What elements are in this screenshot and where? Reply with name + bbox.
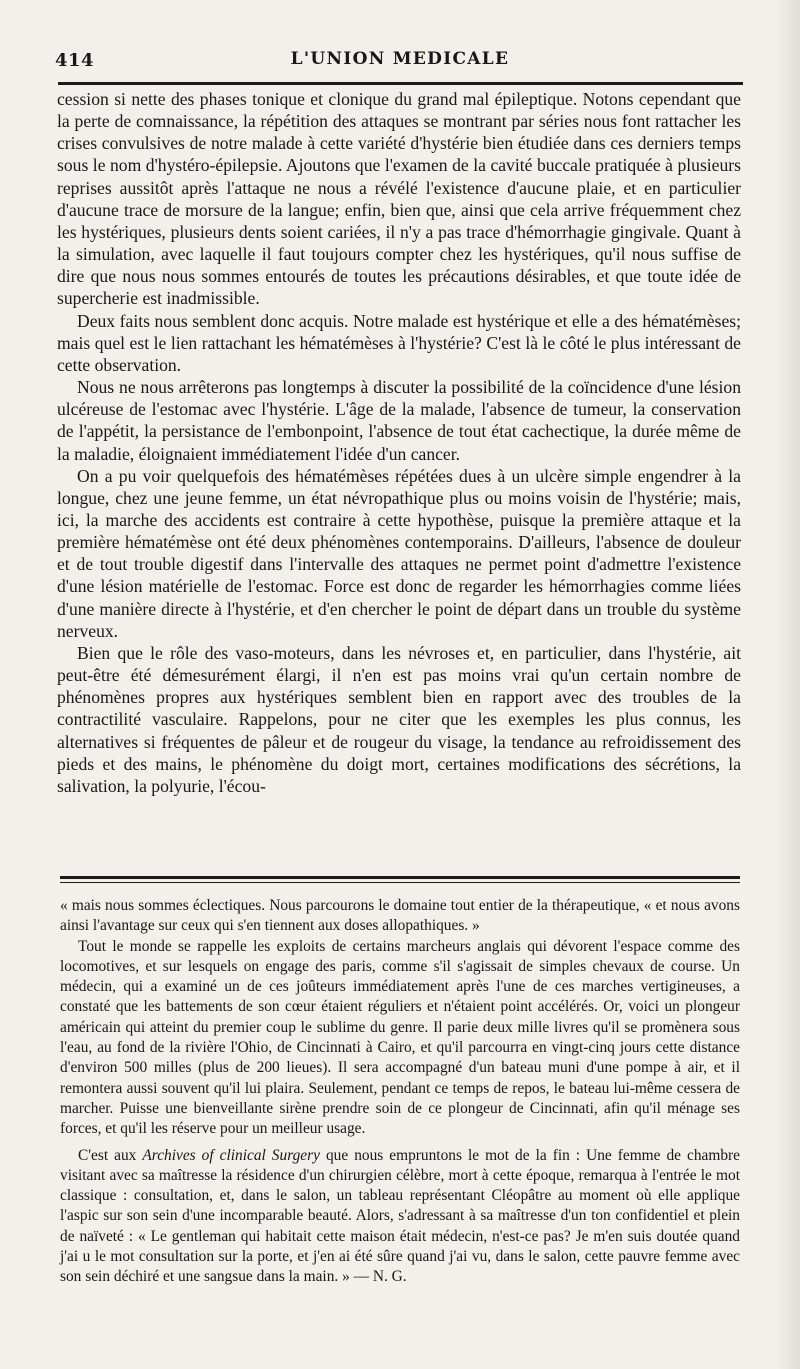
body-paragraph: Deux faits nous semblent donc acquis. Notre malade est hystérique et elle a des hématémèses; mais quel est le lien rattachant les hématémèses à l'hystérie? C'est là le côté le plus intéressant de cette observation. [57, 310, 741, 375]
footnote-separator-thin [60, 882, 740, 883]
footnote-closing-paragraph [60, 1146, 740, 1288]
footnote-paragraph: Tout le monde se rappelle les exploits de certains marcheurs anglais qui dévorent l'espace comme des locomotives, et sur lesquels on engage des paris, comme s'il s'agissait de simples chevaux de course. Un médecin, qui a examiné un de ces joûteurs immédiatement après l'une de ces marches vertigineuses, a constaté que les battements de son cœur étaient réguliers et n'étaient point accélérés. Or, voici un plongeur américain qui atteint du premier coup le sublime du genre. Il parie deux mille livres qu'il se promènera sous l'eau, au fond de la rivière l'Ohio, de Cincinnati à Cairo, et qu'il parcourra en vingt-cinq jours cette distance d'environ 500 milles (plus de 200 lieues). Il sera accompagné d'un bateau muni d'une pompe à air, et il remontera aussi souvent qu'il lui plaira. Seulement, pendant ce temps de repos, le bateau lui-même cessera de marcher. Puisse une bienveillante sirène prendre soin de ce plongeur de Cincinnati, afin qu'il ménage ses forces, et qu'il les réserve pour un meilleur usage. [60, 937, 740, 1138]
journal-title: Archives of clinical Surgery [142, 1146, 320, 1164]
closing-text-lead: C'est aux [78, 1146, 143, 1164]
running-title: L'UNION MEDICALE [290, 49, 510, 69]
body-paragraph: Bien que le rôle des vaso-moteurs, dans les névroses et, en particulier, dans l'hystérie, ait peut-être été démesurément élargi, il n'en est pas moins vrai qu'un certain nombre de phénomènes propres aux hystériques semblent bien en rapport avec des troubles de la contractilité vasculaire. Rappelons, pour ne citer que les exemples les plus connus, les alternatives si fréquentes de pâleur et de rougeur du visage, la tendance au refroidissement des pieds et des mains, le phénomène du doigt mort, certaines modifications des sécrétions, la salivation, la polyurie, l'écou- [57, 642, 741, 796]
page-edge-shadow [776, 0, 800, 1369]
footnote-separator [60, 876, 740, 879]
body-paragraph: On a pu voir quelquefois des hématémèses répétées dues à un ulcère simple engendrer à la longue, chez une jeune femme, un état névropathique plus ou moins voisin de l'hystérie; mais, ici, la marche des accidents est contraire à cette hypothèse, puisque la première attaque et la première hématémèse ont été deux phénomènes contemporains. D'ailleurs, l'absence de douleur et de tout trouble digestif dans l'intervalle des attaques ne permet point d'admettre l'existence d'une lésion matérielle de l'estomac. Force est donc de regarder les hémorrhagies comme liées d'une manière directe à l'hystérie, et d'en chercher le point de départ dans un trouble du système nerveux. [57, 465, 741, 641]
main-text [57, 88, 741, 797]
footnotes-section [60, 896, 740, 1288]
body-paragraph: Nous ne nous arrêterons pas longtemps à discuter la possibilité de la coïncidence d'une lésion ulcéreuse de l'estomac avec l'hystérie. L'âge de la malade, l'absence de tumeur, la conservation de l'appétit, la persistance de l'embonpoint, l'absence de tout état cachectique, la durée même de la maladie, éloignaient immédiatement l'idée d'un cancer. [57, 377, 741, 464]
page-header [55, 44, 745, 76]
page-number: 414 [55, 50, 95, 71]
header-rule [58, 82, 743, 85]
body-paragraph: cession si nette des phases tonique et clonique du grand mal épileptique. Notons cependant que la perte de comnaissance, la répétition des attaques se montrant par séries nous font rattacher les crises convulsives de notre malade à cette variété d'hystérie bien étudiée dans ces derniers temps sous le nom d'hystéro-épilepsie. Ajoutons que l'examen de la cavité buccale pratiquée à plusieurs reprises aussitôt après l'attaque ne nous a révélé l'existence d'aucune plaie, et en particulier d'aucune trace de morsure de la langue; enfin, bien que, ainsi que cela arrive fréquemment chez les hystériques, plusieurs dents soient cariées, il n'y a pas trace d'hémorrhagie gingivale. Quant à la simulation, avec laquelle il faut toujours compter chez les hystériques, qu'il nous suffise de dire que nous nous sommes entourés de toutes les précautions désirables, et que toute idée de supercherie est inadmissible. [57, 89, 741, 309]
footnote-paragraph: « mais nous sommes éclectiques. Nous parcourons le domaine tout entier de la thérapeutique, « et nous avons ainsi l'avantage sur ceux qui s'en tiennent aux doses allopathiques. » [60, 897, 740, 935]
closing-text-body: que nous empruntons le mot de la fin : Une femme de chambre visitant avec sa maîtresse la résidence d'un chirurgien célèbre, mort à cette époque, remarqua à l'entrée le mot classique : consultation, et, dans le salon, un tableau représentant Cléopâtre au moment où elle applique l'aspic sur son sein d'une incomparable beauté. Alors, s'adressant à sa maîtresse d'un ton confidentiel et plein de naïveté : « Le gentleman qui habitait cette maison était médecin, n'est-ce pas? Je m'en suis doutée quand j'ai u le mot consultation sur la porte, et j'en ai été sûre quand j'ai vu, dans le salon, cette pauvre femme avec son sein déchiré et une sangsue dans la main. » — N. G. [60, 1146, 740, 1286]
